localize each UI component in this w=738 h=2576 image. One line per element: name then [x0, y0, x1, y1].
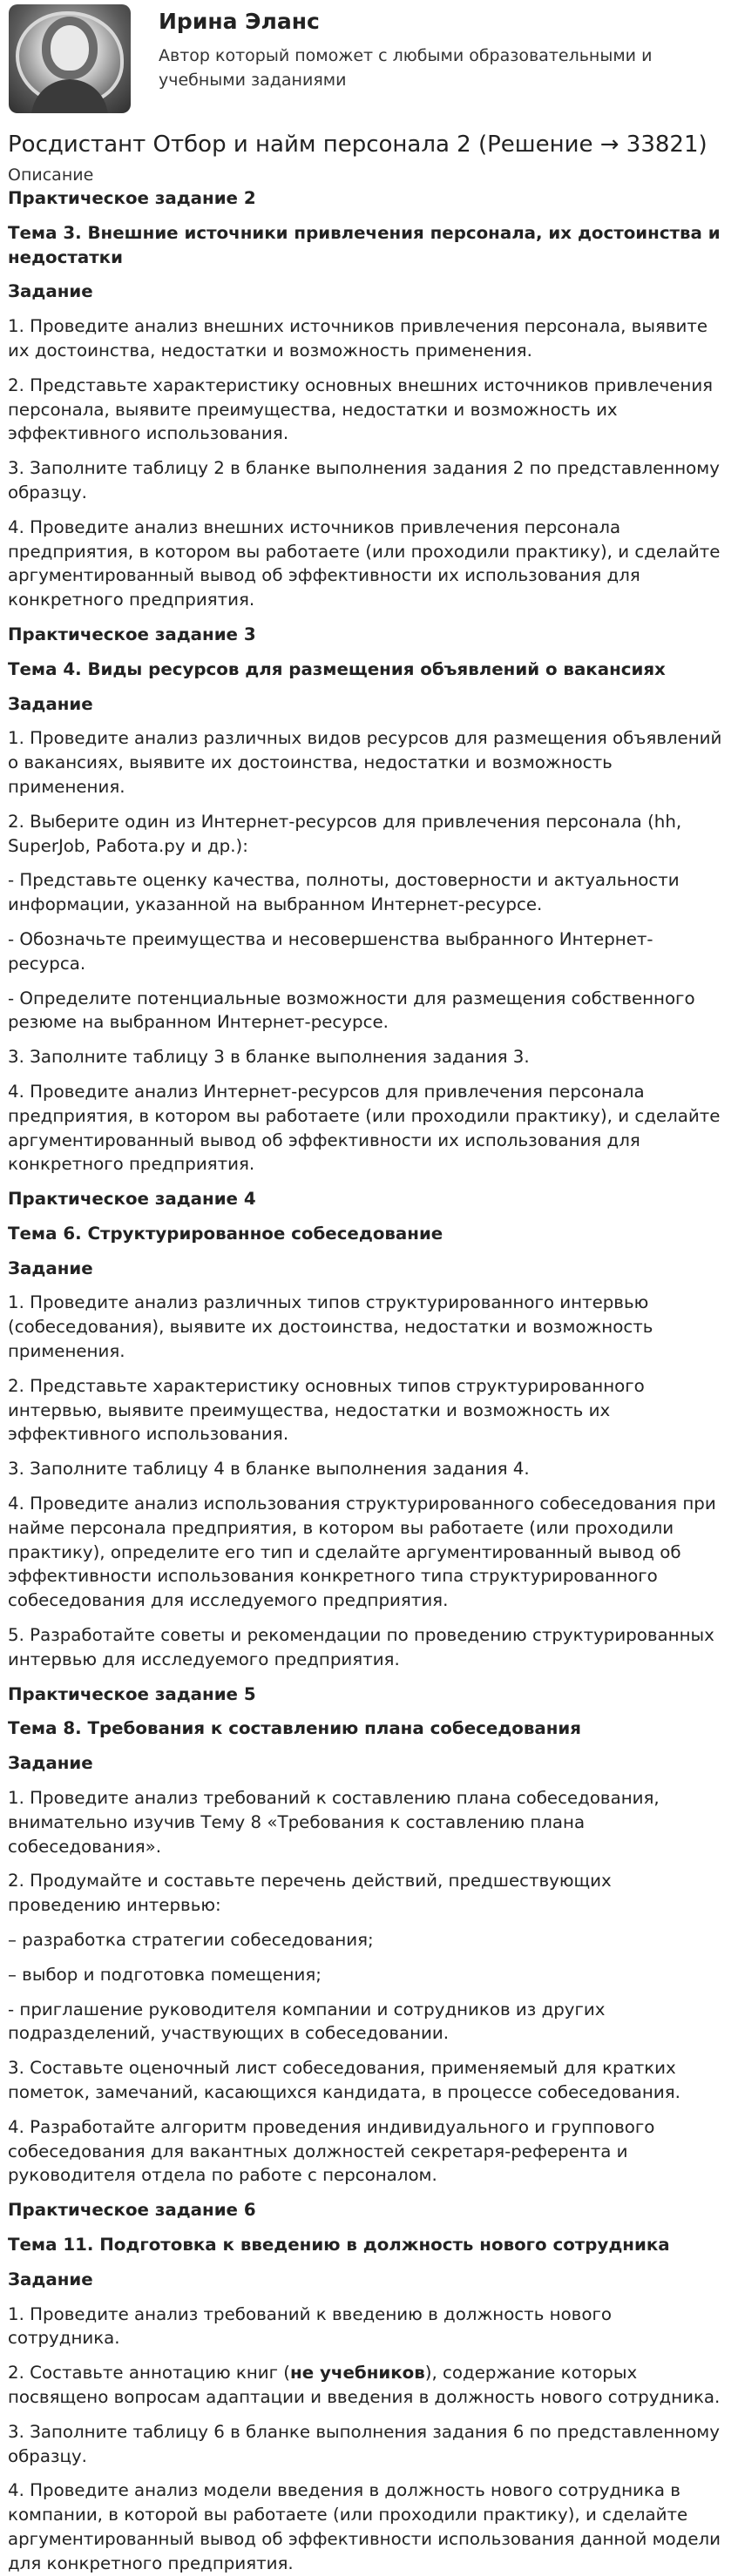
task-paragraph: 3. Заполните таблицу 6 в бланке выполнения задания 6 по представленному образцу. [8, 2421, 720, 2466]
section-heading: Задание [8, 693, 93, 714]
author-header [0, 0, 738, 122]
task-paragraph: 5. Разработайте советы и рекомендации по проведению структурированных интервью для исследуемого предприятия. [8, 1625, 714, 1669]
section-heading: Тема 3. Внешние источники привлечения персонала, их достоинства и недостатки [8, 222, 721, 267]
section-heading: Задание [8, 2269, 93, 2289]
section-heading: Практическое задание 6 [8, 2200, 256, 2221]
author-avatar[interactable] [9, 4, 131, 113]
task-paragraph: 2. Выберите один из Интернет-ресурсов для привлечения персонала (hh, SuperJob, Работа.ру и др.): [8, 811, 682, 856]
task-paragraph: 2. Представьте характеристику основных типов структурированного интервью, выявите преимущества, недостатки и возможность их эффективного использования. [8, 1375, 645, 1445]
task-paragraph: 1. Проведите анализ требований к составлению плана собеседования, внимательно изучив Тему 8 «Требования к составлению плана собеседования». [8, 1788, 660, 1857]
task-paragraph: – выбор и подготовка помещения; [8, 1964, 322, 1985]
paragraph-text: 2. Составьте аннотацию книг ( [8, 2363, 291, 2384]
task-paragraph: 3. Составьте оценочный лист собеседования, применяемый для кратких пометок, замечаний, касающихся кандидата, в процессе собеседования. [8, 2058, 680, 2102]
task-paragraph: 2. Продумайте и составьте перечень действий, предшествующих проведению интервью: [8, 1871, 612, 1916]
task-paragraph: - приглашение руководителя компании и сотрудников из других подразделений, участвующих в собеседовании. [8, 1999, 606, 2044]
avatar-portrait [51, 25, 89, 71]
section-heading: Задание [8, 1753, 93, 1774]
task-paragraph: 4. Проведите анализ Интернет-ресурсов для привлечения персонала предприятия, в котором вы работаете (или проходили практику), и сделайте аргументированный вывод об эффективности их использования для конкретного предприятия. [8, 1081, 721, 1175]
task-paragraph: - Обозначьте преимущества и несовершенства выбранного Интернет-ресурса. [8, 928, 653, 974]
task-paragraph: 1. Проведите анализ требований к введению в должность нового сотрудника. [8, 2303, 612, 2349]
description-label: Описание [8, 165, 94, 185]
task-paragraph: 4. Проведите анализ использования структурированного собеседования при найме персонала предприятия, в котором вы работаете (или проходили практику), определите его тип и сделайте аргументированный вывод об эффективности использования конкретного типа структурированного собеседования для исследуемого предприятия. [8, 1494, 716, 1611]
task-description [0, 186, 738, 2576]
task-paragraph: 3. Заполните таблицу 2 в бланке выполнения задания 2 по представленному образцу. [8, 458, 720, 502]
task-paragraph: 1. Проведите анализ различных типов структурированного интервью (собеседования), выявите их достоинства, недостатки и возможность применения. [8, 1292, 653, 1362]
task-paragraph: 4. Разработайте алгоритм проведения индивидуального и группового собеседования для вакантных должностей секретаря-референта и руководителя отдела по работе с персоналом. [8, 2116, 655, 2186]
task-paragraph [8, 2361, 725, 2410]
task-paragraph: 1. Проведите анализ внешних источников привлечения персонала, выявите их достоинства, недостатки и возможность применения. [8, 316, 708, 361]
page-title: Росдистант Отбор и найм персонала 2 (Решение → 33821) [8, 131, 708, 158]
section-heading: Тема 4. Виды ресурсов для размещения объявлений о вакансиях [8, 658, 666, 679]
task-paragraph: 4. Проведите анализ модели введения в должность нового сотрудника в компании, в которой вы работаете (или проходили практику), и сделайте аргументированный вывод об эффективности использования данной модели для конкретного предприятия. [8, 2480, 721, 2573]
section-heading: Задание [8, 1258, 93, 1278]
section-heading: Тема 8. Требования к составлению плана собеседования [8, 1718, 581, 1739]
task-paragraph: 4. Проведите анализ внешних источников привлечения персонала предприятия, в котором вы работаете (или проходили практику), и сделайте аргументированный вывод об эффективности их использования для конкретного предприятия. [8, 516, 721, 610]
section-heading: Практическое задание 4 [8, 1189, 256, 1210]
author-name[interactable]: Ирина Эланс [159, 9, 320, 34]
task-paragraph: - Определите потенциальные возможности для размещения собственного резюме на выбранном Интернет-ресурсе. [8, 988, 695, 1033]
task-paragraph: 1. Проведите анализ различных видов ресурсов для размещения объявлений о вакансиях, выявите их достоинства, недостатки и возможность применения. [8, 728, 722, 797]
task-paragraph: 3. Заполните таблицу 3 в бланке выполнения задания 3. [8, 1047, 530, 1068]
section-heading: Задание [8, 281, 93, 302]
task-paragraph: – разработка стратегии собеседования; [8, 1930, 374, 1951]
section-heading: Практическое задание 3 [8, 624, 256, 644]
section-heading: Практическое задание 5 [8, 1683, 256, 1704]
section-heading: Тема 6. Структурированное собеседование [8, 1223, 443, 1244]
task-paragraph: 2. Представьте характеристику основных внешних источников привлечения персонала, выявите преимущества, недостатки и возможность их эффективного использования. [8, 374, 714, 444]
author-description: Автор который поможет с любыми образовательными и учебными заданиями [159, 46, 653, 90]
task-paragraph: - Представьте оценку качества, полноты, достоверности и актуальности информации, указанной на выбранном Интернет-ресурсе. [8, 870, 680, 915]
paragraph-text: ), содержание которых посвящено вопросам адаптации и введения в должность нового сотрудника. [8, 2363, 721, 2407]
task-paragraph: 3. Заполните таблицу 4 в бланке выполнения задания 4. [8, 1459, 530, 1480]
section-heading: Практическое задание 2 [8, 188, 256, 208]
emphasis-text: не учебников [290, 2363, 425, 2384]
section-heading: Тема 11. Подготовка к введению в должность нового сотрудника [8, 2234, 670, 2255]
